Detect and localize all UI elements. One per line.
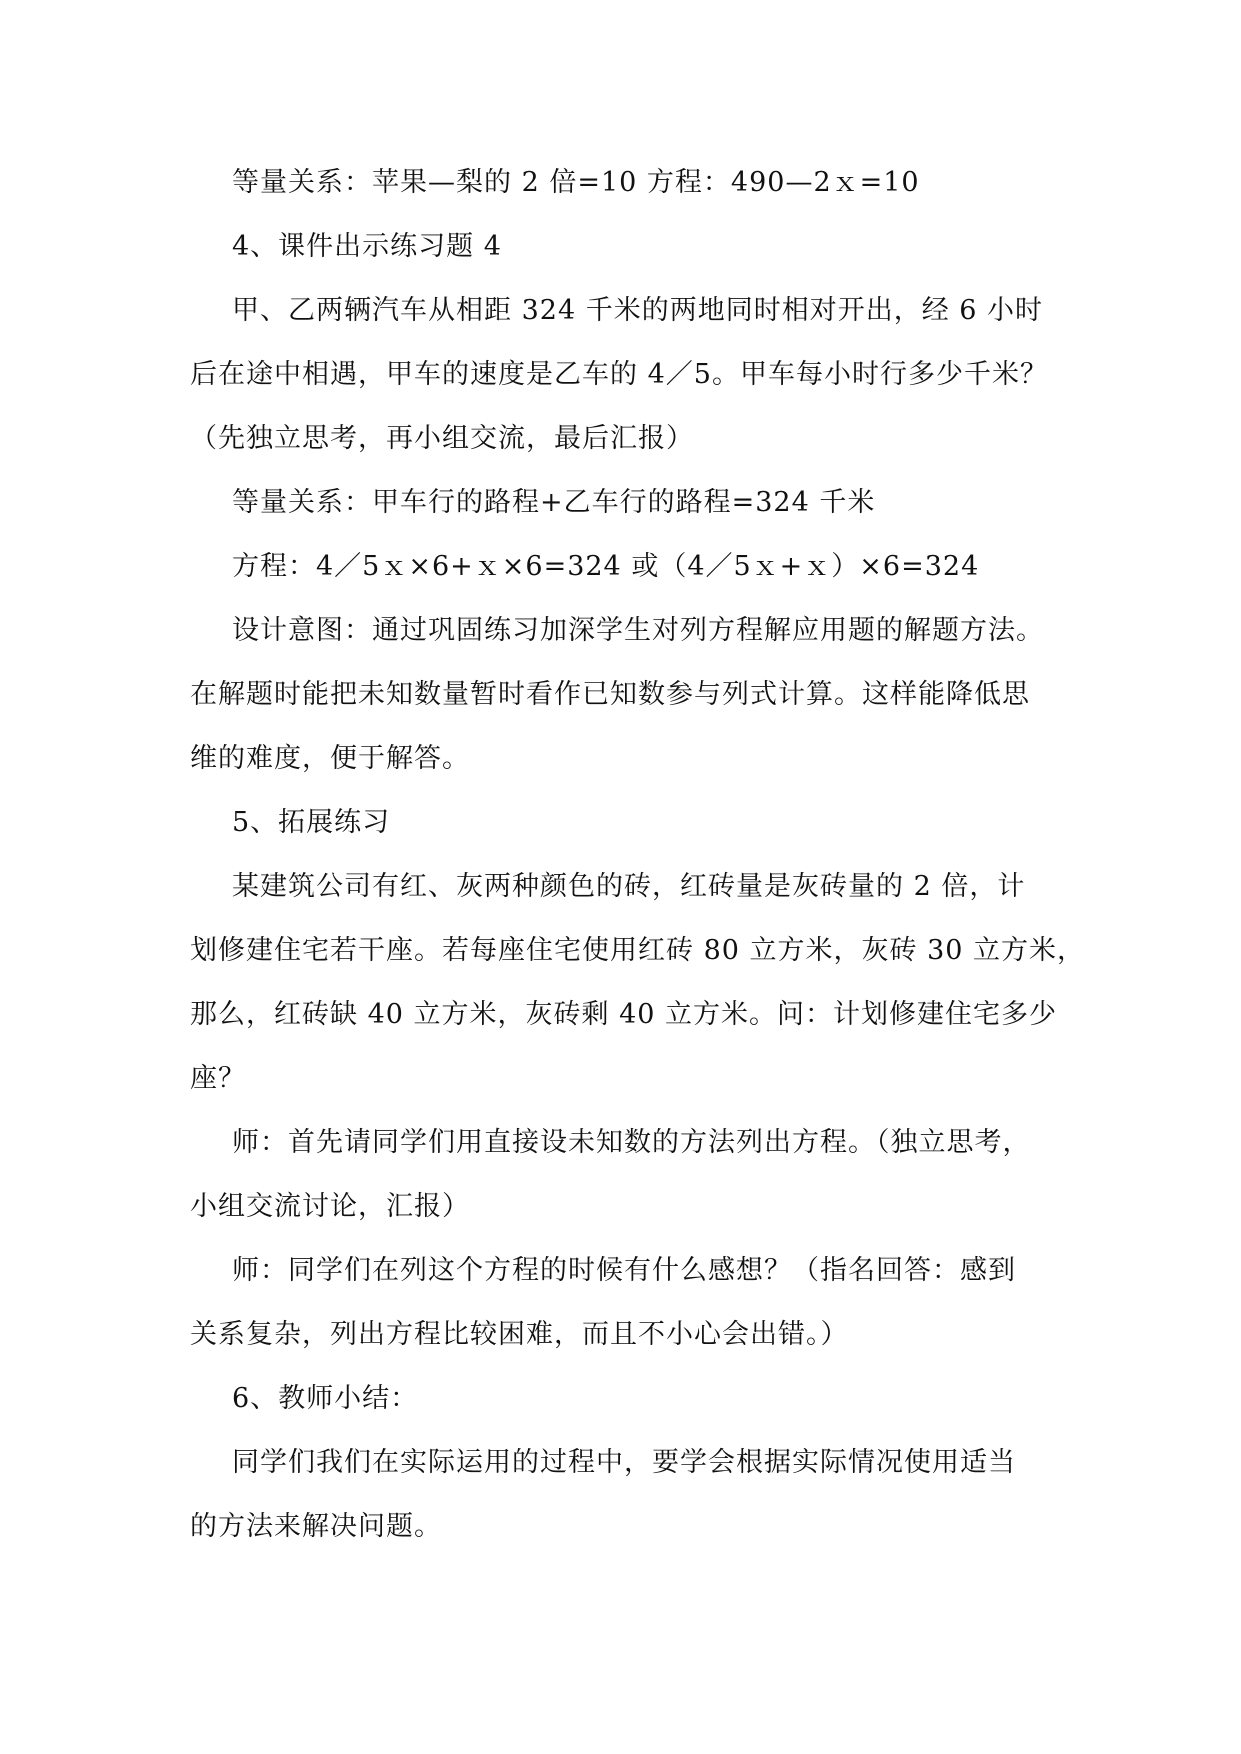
text-line: 后在途中相遇，甲车的速度是乙车的 4／5。甲车每小时行多少千米？ bbox=[190, 359, 1048, 390]
text-line: 维的难度，便于解答。 bbox=[190, 743, 470, 774]
text-line: 划修建住宅若干座。若每座住宅使用红砖 80 立方米，灰砖 30 立方米， bbox=[190, 935, 1086, 966]
paragraph-equation bbox=[190, 535, 1060, 599]
text-line: 小组交流讨论，汇报） bbox=[190, 1191, 470, 1222]
paragraph-teacher-prompt bbox=[190, 1111, 1060, 1239]
paragraph-exercise-4-heading bbox=[190, 215, 1060, 279]
paragraph-design-intent bbox=[190, 599, 1060, 791]
text-line: 的方法来解决问题。 bbox=[190, 1511, 442, 1542]
text-line: 甲、乙两辆汽车从相距 324 千米的两地同时相对开出，经 6 小时 bbox=[232, 295, 1044, 326]
text-line: 等量关系：甲车行的路程+乙车行的路程=324 千米 bbox=[232, 487, 876, 518]
text-line: 同学们我们在实际运用的过程中，要学会根据实际情况使用适当 bbox=[232, 1447, 1016, 1478]
text-line: 座？ bbox=[190, 1063, 246, 1094]
text-line: 设计意图：通过巩固练习加深学生对列方程解应用题的解题方法。 bbox=[232, 615, 1044, 646]
text-line: 那么，红砖缺 40 立方米，灰砖剩 40 立方米。问：计划修建住宅多少 bbox=[190, 999, 1058, 1030]
text-line: 在解题时能把未知数量暂时看作已知数参与列式计算。这样能降低思 bbox=[190, 679, 1030, 710]
text-line: 4、课件出示练习题 4 bbox=[232, 231, 502, 262]
document-body bbox=[190, 151, 1086, 1559]
text-line: 某建筑公司有红、灰两种颜色的砖，红砖量是灰砖量的 2 倍，计 bbox=[232, 871, 1026, 902]
text-line: 5、拓展练习 bbox=[232, 807, 391, 838]
paragraph-exercise-4-problem bbox=[190, 279, 1060, 471]
text-line: 关系复杂，列出方程比较困难，而且不小心会出错。） bbox=[190, 1319, 849, 1350]
paragraph-extension-heading bbox=[190, 791, 1060, 855]
text-line: 方程：4／5ｘ×6+ｘ×6=324 或（4／5ｘ+ｘ）×6=324 bbox=[232, 551, 980, 582]
text-line: （先独立思考，再小组交流，最后汇报） bbox=[190, 423, 694, 454]
text-line: 6、教师小结： bbox=[232, 1383, 419, 1414]
paragraph-summary-heading bbox=[190, 1367, 1060, 1431]
paragraph-summary bbox=[190, 1431, 1060, 1559]
text-line: 师：同学们在列这个方程的时候有什么感想？（指名回答：感到 bbox=[232, 1255, 1016, 1286]
paragraph-extension-problem bbox=[190, 855, 1086, 1111]
paragraph-equation-apple-pear bbox=[190, 151, 1060, 215]
paragraph-teacher-question bbox=[190, 1239, 1060, 1367]
paragraph-equal-relation bbox=[190, 471, 1060, 535]
text-line: 师：首先请同学们用直接设未知数的方法列出方程。（独立思考， bbox=[232, 1127, 1031, 1158]
text-line: 等量关系：苹果—梨的 2 倍=10 方程：490—2ｘ=10 bbox=[232, 167, 920, 198]
